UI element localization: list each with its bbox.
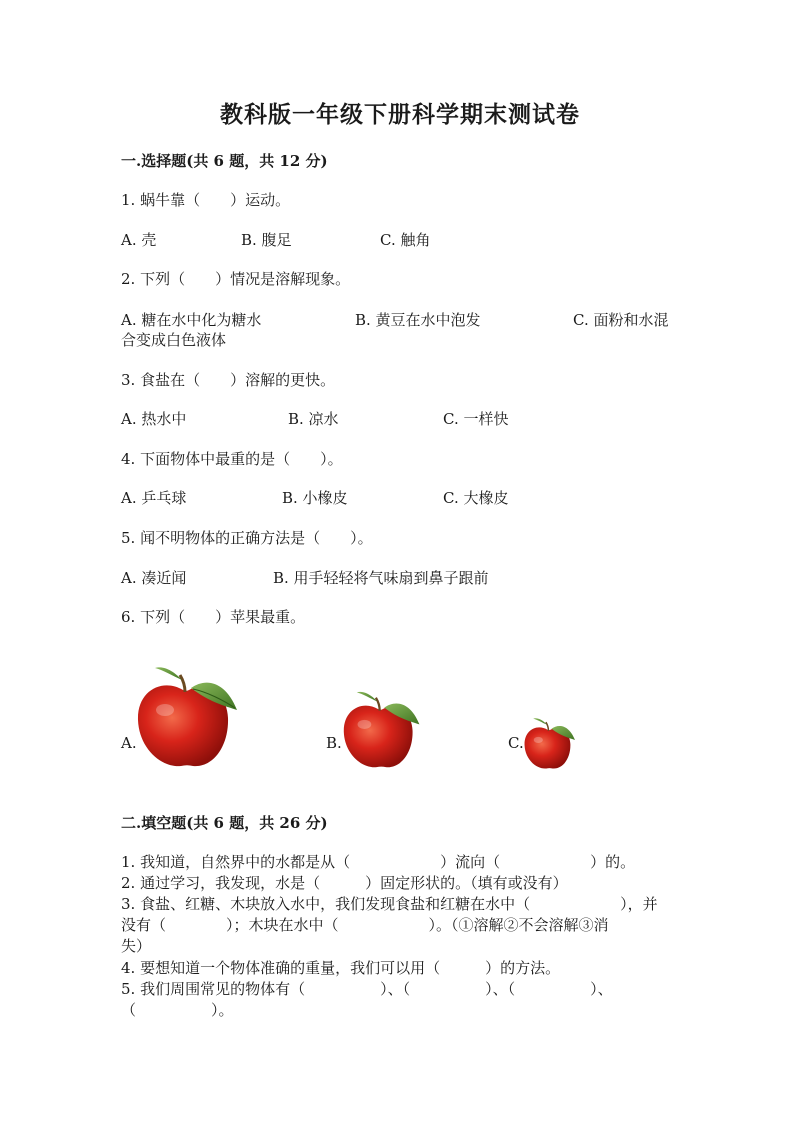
q2-option-a: A. 糖在水中化为糖水 <box>121 311 262 329</box>
question-1: 1. 蜗牛靠（ ）运动。 <box>121 191 291 209</box>
fill-line-3: 3. 食盐、红糖、木块放入水中，我们发现食盐和红糖在水中（ ），并 <box>121 895 658 913</box>
apple-small-image <box>522 714 578 772</box>
q4-option-c: C. 大橡皮 <box>443 489 509 507</box>
q2-option-c: C. 面粉和水混 <box>573 311 669 329</box>
fill-line-4: 4. 要想知道一个物体准确的重量，我们可以用（ ）的方法。 <box>121 959 561 977</box>
section-1-heading: 一.选择题(共 6 题，共 12 分) <box>121 152 328 170</box>
q6-option-a: A. <box>121 734 137 752</box>
question-4: 4. 下面物体中最重的是（ ）。 <box>121 450 343 468</box>
fill-line-1: 1. 我知道，自然界中的水都是从（ ）流向（ ）的。 <box>121 853 636 871</box>
question-2: 2. 下列（ ）情况是溶解现象。 <box>121 270 351 288</box>
q2-option-b: B. 黄豆在水中泡发 <box>355 311 481 329</box>
q3-option-b: B. 凉水 <box>288 410 339 428</box>
fill-line-5-cont: （ ）。 <box>121 1001 234 1019</box>
q4-option-b: B. 小橡皮 <box>282 489 348 507</box>
fill-line-2: 2. 通过学习，我发现，水是（ ）固定形状的。（填有或没有） <box>121 874 568 892</box>
q3-option-a: A. 热水中 <box>121 410 187 428</box>
q1-option-b: B. 腹足 <box>241 231 292 249</box>
fill-line-3-cont: 没有（ ）；木块在水中（ ）。（①溶解②不会溶解③消 <box>121 916 609 934</box>
q5-option-b: B. 用手轻轻将气味扇到鼻子跟前 <box>273 569 489 587</box>
apple-large-image <box>133 660 243 772</box>
q2-option-c-wrap: 合变成白色液体 <box>121 331 227 349</box>
question-6: 6. 下列（ ）苹果最重。 <box>121 608 306 626</box>
section-2-heading: 二.填空题(共 6 题，共 26 分) <box>121 814 328 832</box>
q1-option-c: C. 触角 <box>380 231 431 249</box>
q5-option-a: A. 凑近闻 <box>121 569 187 587</box>
q4-option-a: A. 乒乓球 <box>121 489 187 507</box>
fill-line-5: 5. 我们周围常见的物体有（ ）、（ ）、（ ）、 <box>121 980 613 998</box>
q3-option-c: C. 一样快 <box>443 410 509 428</box>
question-5: 5. 闻不明物体的正确方法是（ ）。 <box>121 529 373 547</box>
question-3: 3. 食盐在（ ）溶解的更快。 <box>121 371 336 389</box>
q6-option-c: C. <box>508 734 524 752</box>
page-title: 教科版一年级下册科学期末测试卷 <box>220 101 580 128</box>
q1-option-a: A. 壳 <box>121 231 157 249</box>
fill-line-3-end: 失） <box>121 937 152 955</box>
q6-option-b: B. <box>326 734 342 752</box>
apple-medium-image <box>340 686 424 772</box>
